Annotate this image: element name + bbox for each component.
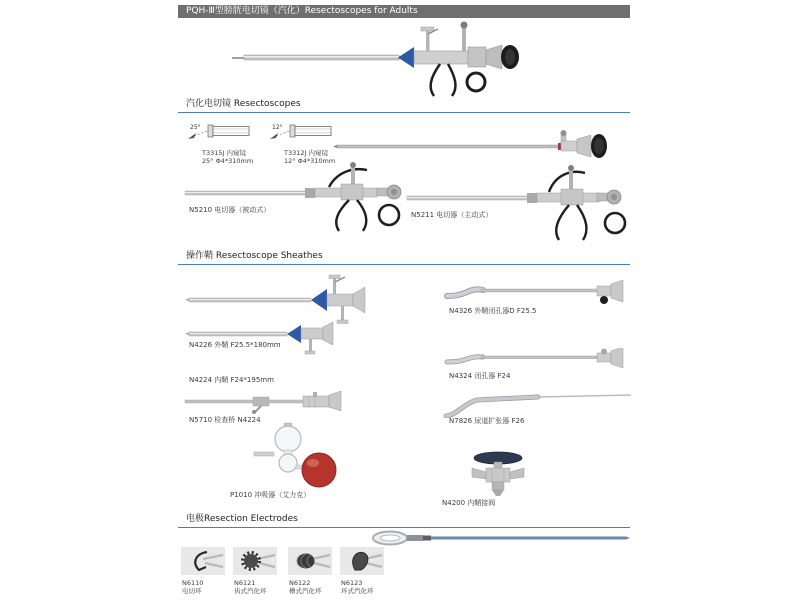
sheath-valve-image [448, 450, 548, 498]
electrode-name: 齿式汽化环 [234, 587, 267, 595]
telescope-12deg-label-line2: 12° Φ4*310mm [284, 157, 336, 165]
electrode-label-n6121 [234, 579, 267, 595]
evacuator-image [252, 422, 347, 490]
section-divider [178, 527, 630, 528]
product-label-p1010: P1010 冲吸器（艾力克） [230, 491, 311, 499]
telescope-angle-label: 25° [190, 124, 201, 131]
electrode-name: 环式汽化环 [341, 587, 374, 595]
product-label-n4326: N4326 外鞘闭孔器D F25.5 [449, 307, 537, 315]
electrode-thumb-n6121 [233, 547, 277, 575]
telescope-12deg-label-line1: T3312J 内窥镜 [284, 149, 328, 157]
product-label-n7826: N7826 尿道扩张器 F26 [449, 417, 525, 425]
obturator-image [443, 348, 635, 372]
electrode-thumb-n6123 [340, 547, 384, 575]
product-label-n4324: N4324 闭孔器 F24 [449, 372, 511, 380]
product-label-n4224: N4224 内鞘 F24*195mm [189, 376, 274, 384]
electrode-shaft-image [368, 529, 630, 547]
working-element-active-image [405, 163, 630, 241]
electrode-name: 电切环 [182, 587, 202, 595]
outer-obturator-image [443, 280, 635, 306]
grooved-roller-icon [288, 547, 332, 575]
telescope-25deg-diagram [186, 120, 252, 146]
section-divider [178, 112, 630, 113]
telescope-25deg-label-line2: 25° Φ4*310mm [202, 157, 254, 165]
telescope-12deg-diagram [268, 120, 334, 146]
electrode-name: 槽式汽化环 [289, 587, 322, 595]
electrode-code: N6123 [341, 579, 363, 587]
product-label-n4226: N4226 外鞘 F25.5*180mm [189, 341, 281, 349]
electrode-thumb-n6122 [288, 547, 332, 575]
electrode-label-n6110 [182, 579, 203, 595]
examination-bridge-image [183, 390, 383, 414]
electrode-thumb-n6110 [181, 547, 225, 575]
section-title-sheathes: 操作鞘 Resectoscope Sheathes [186, 251, 323, 261]
hero-resectoscope-image [230, 20, 540, 98]
section-title-resectoscopes: 汽化电切镜 Resectoscopes [186, 99, 301, 109]
section-title-electrodes: 电极Resection Electrodes [186, 514, 298, 524]
inner-sheath-image [183, 320, 353, 366]
product-label-n5210: N5210 电切器（被动式） [189, 206, 271, 214]
telescope-angle-label: 12° [272, 124, 283, 131]
electrode-label-n6123 [341, 579, 374, 595]
cutting-loop-icon [181, 547, 225, 575]
urethral-dilator-image [443, 392, 635, 418]
telescope-25deg-label-line1: T3315J 内窥镜 [202, 149, 246, 157]
electrode-code: N6110 [182, 579, 204, 587]
electrode-code: N6122 [289, 579, 311, 587]
product-label-n5710: N5710 检查桥 N4224 [189, 416, 261, 424]
product-label-n5211: N5211 电切器（主动式） [411, 211, 493, 219]
band-loop-icon [340, 547, 384, 575]
product-label-n4200: N4200 内鞘接阀 [442, 499, 496, 507]
working-element-passive-image [183, 158, 408, 233]
section-divider [178, 264, 630, 265]
toothed-roller-icon [233, 547, 277, 575]
page-header-bar [178, 5, 630, 18]
page-title: PQH-Ⅲ型膀胱电切镜（汽化）Resectoscopes for Adults [186, 6, 418, 16]
electrode-label-n6122 [289, 579, 322, 595]
electrode-code: N6121 [234, 579, 256, 587]
